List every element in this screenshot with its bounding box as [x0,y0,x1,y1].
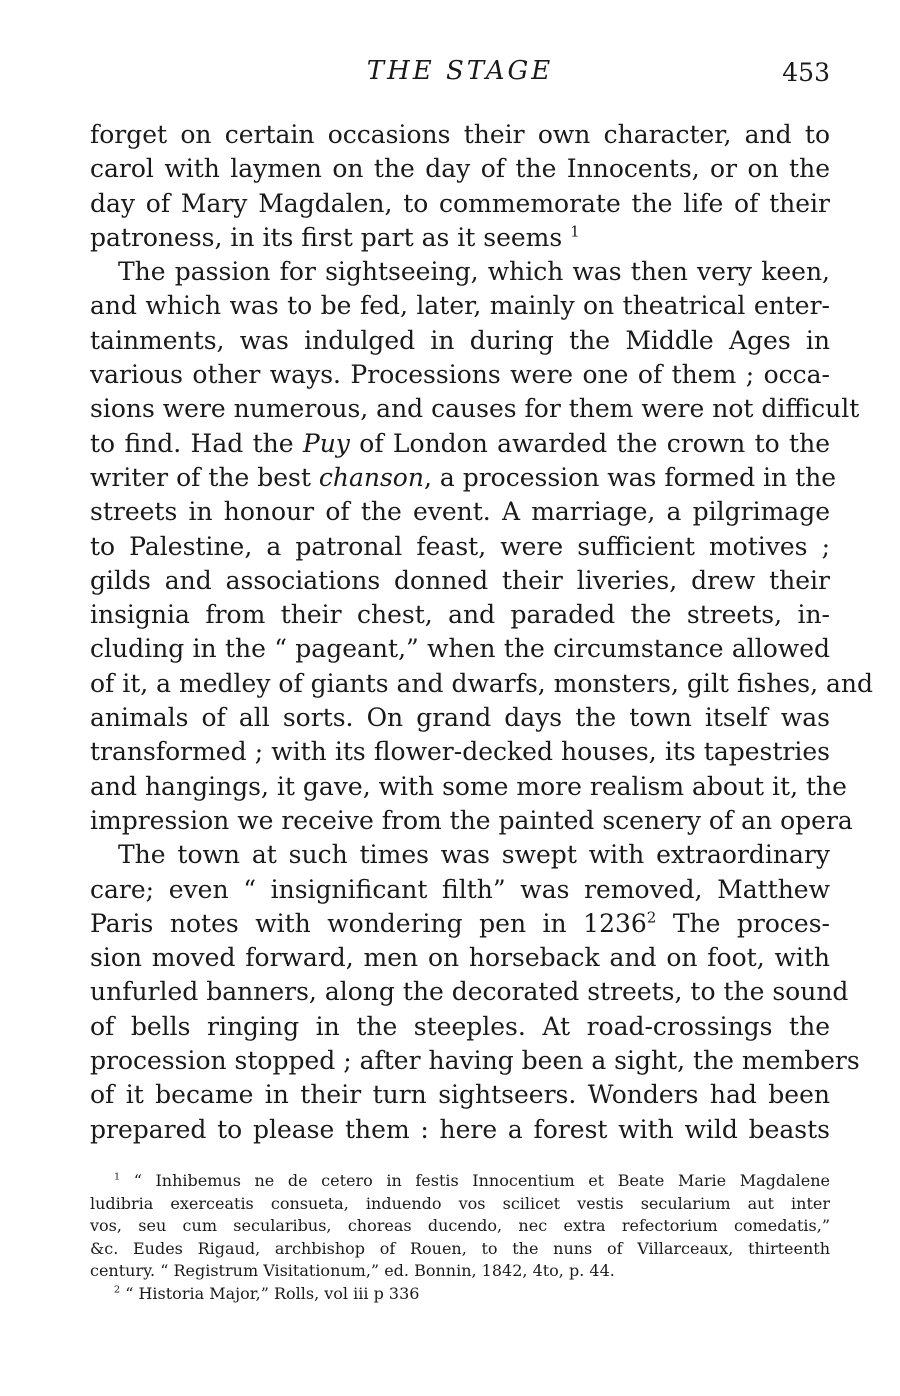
text-segment: of London awarded the crown to the [349,428,830,458]
text-line: sion moved forward, men on horseback and on foot, with [90,943,830,973]
footnote-line: &c. Eudes Rigaud, archbishop of Rouen, to the nuns of Villarceaux, thirteenth [90,1238,830,1258]
text-segment: , a procession was formed in the [423,462,837,492]
text-line: impression we receive from the painted scenery of an opera [90,805,853,835]
footnote-line: century. “ Registrum Visitationum,” ed. Bonnin, 1842, 4to, p. 44. [90,1261,615,1280]
text-line: prepared to please them : here a forest with wild beasts [90,1114,830,1144]
text-line: gilds and associations donned their liveries, drew their [90,565,830,595]
footnote-line: ludibria exerceatis consueta, induendo vos scilicet vestis secularium aut inter [90,1193,830,1213]
text-line: care; even “ insignificant filth” was removed, Matthew [90,874,830,904]
footnote-line: vos, seu cum secularibus, choreas ducendo, nec extra refectorium comedatis,” [90,1216,830,1235]
text-line: of it, a medley of giants and dwarfs, monsters, gilt fishes, and [90,668,873,698]
footnote-2 [90,1283,830,1306]
text-line: of bells ringing in the steeples. At road-crossings the [90,1011,830,1041]
text-line: streets in honour of the event. A marriage, a pilgrimage [90,497,830,527]
running-head [90,56,830,96]
paragraph-start: The passion for sightseeing, which was then very keen, [118,257,830,287]
text-line: tainments, was indulged in during the Middle Ages in [90,325,830,355]
text-line: and hangings, it gave, with some more realism about it, the [90,771,847,801]
text-line-content: patroness, in its first part as it seems [90,222,563,252]
page-number: 453 [782,58,830,87]
text-line: to Palestine, a patronal feast, were sufficient motives ; [90,531,830,561]
text-line: procession stopped ; after having been a sight, the members [90,1046,860,1076]
footnote-text: “ Historia Major,” Rolls, vol iii p 336 [125,1283,420,1303]
footnote-1-marker: 1 [114,1171,121,1183]
footnote-marker-1: 1 [570,222,580,241]
text-segment: to find. Had the [90,428,294,458]
footnote-1 [90,1170,830,1193]
text-line: unfurled banners, along the decorated streets, to the sound [90,977,849,1007]
text-line: animals of all sorts. On grand days the town itself was [90,703,830,733]
italic-term-puy: Puy [302,428,350,458]
text-line [90,461,837,495]
footnotes [90,1170,830,1305]
text-line [90,427,830,461]
text-line: insignia from their chest, and paraded the streets, in- [90,600,830,630]
text-line: various other ways. Processions were one of them ; occa- [90,360,830,390]
running-title: THE STAGE [366,56,554,86]
paragraph-start: The town at such times was swept with extraordinary [118,840,830,870]
text-line: cluding in the “ pageant,” when the circumstance allowed [90,634,830,664]
text-line: of it became in their turn sightseers. Wonders had been [90,1080,830,1110]
footnote-text: “ Inhibemus ne de cetero in festis Innocentium et Beate Marie Magdalene [133,1171,830,1190]
text-line: day of Mary Magdalen, to commemorate the life of their [90,188,830,218]
text-line: transformed ; with its flower-decked houses, its tapestries [90,737,830,767]
text-line: sions were numerous, and causes for them were not difficult [90,394,860,424]
text-segment: Paris notes with wondering pen in 1236 [90,908,647,938]
italic-term-chanson: chanson [318,462,424,492]
text-line [90,907,830,941]
footnote-2-marker: 2 [114,1284,121,1296]
footnote-marker-2: 2 [646,908,657,927]
text-line: carol with laymen on the day of the Innocents, or on the [90,154,830,184]
text-segment: writer of the best [90,462,311,492]
text-line [90,221,830,255]
body-text [90,118,873,1147]
text-segment: The proces- [656,908,830,938]
text-line: and which was to be fed, later, mainly on theatrical enter- [90,291,830,321]
text-line: forget on certain occasions their own character, and to [90,120,830,149]
